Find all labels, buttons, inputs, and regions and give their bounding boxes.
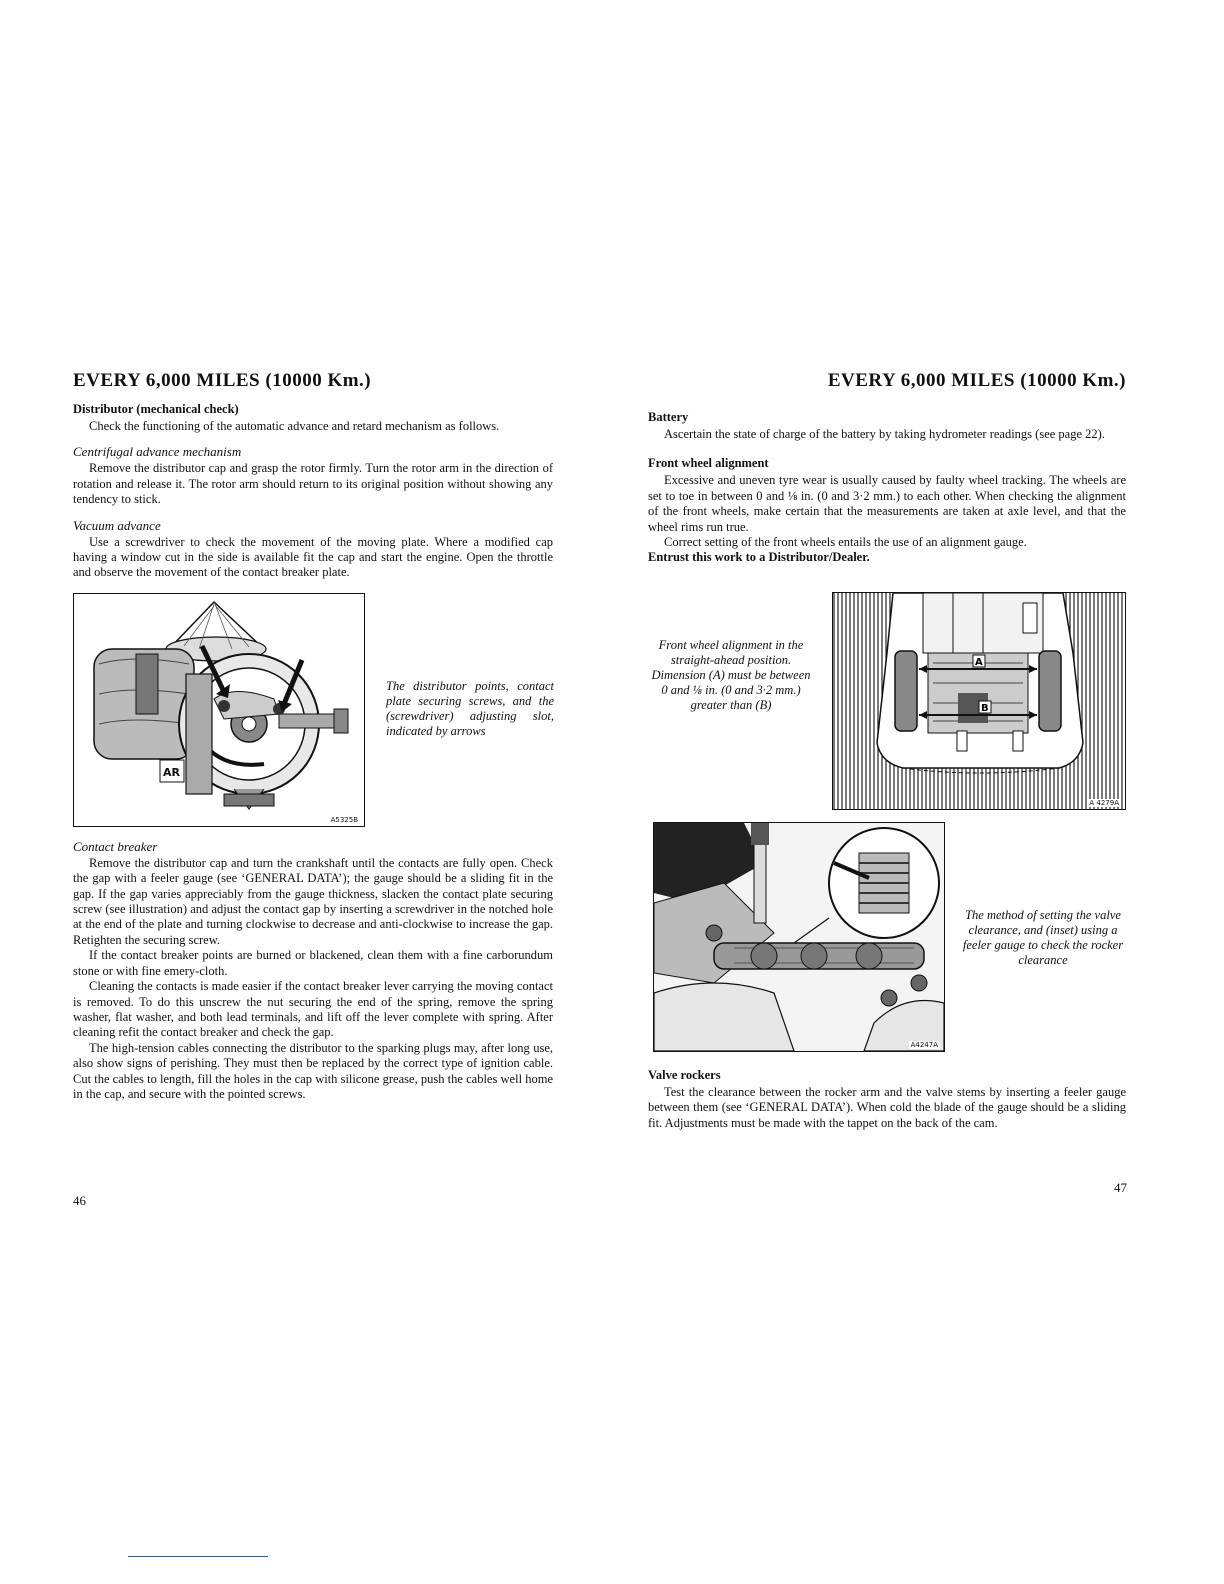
battery-title: Battery bbox=[648, 410, 689, 424]
vacuum-text: Use a screwdriver to check the movement of the moving plate. Where a modified cap having a window cut in the side is available fit the cap and start the engine. Open the throttle and observe the movement of the contact breaker plate. bbox=[73, 534, 553, 580]
vacuum-title: Vacuum advance bbox=[73, 517, 161, 533]
page-number-left: 46 bbox=[73, 1193, 86, 1208]
valve-clearance-illustration bbox=[653, 822, 945, 1052]
battery-text: Ascertain the state of charge of the battery by taking hydrometer readings (see page 22). bbox=[664, 427, 1105, 441]
front-wheel-title: Front wheel alignment bbox=[648, 456, 769, 471]
contact-breaker-paragraph: Cleaning the contacts is made easier if the contact breaker lever carrying the moving contact is removed. To do this unscrew the nut securing the end of the spring, remove the spring washer, flat washer, and both lead terminals, and lift off the lever complete with spring. After cleaning refit the contact breaker and check the gap. bbox=[73, 979, 553, 1040]
dimension-a-label: A bbox=[975, 656, 983, 668]
right-page bbox=[648, 370, 1126, 1131]
distributor-title: Distributor (mechanical check) bbox=[73, 402, 239, 416]
front-wheel-note: Entrust this work to a Distributor/Dealer. bbox=[648, 550, 870, 565]
distributor-drawing bbox=[74, 594, 364, 826]
valve-clearance-drawing bbox=[654, 823, 944, 1051]
figure-code: A 4279A bbox=[1089, 798, 1119, 807]
figure-code: A5325B bbox=[330, 815, 358, 824]
contact-breaker-paragraph: Remove the distributor cap and turn the crankshaft until the contacts are fully open. Check the gap with a feeler gauge (see ‘GENERAL DATA’); the gauge should be a sliding fit in the gap. If the gap varies appreciably from the gauge thickness, slacken the contact plate securing screw (see illustration) and adjust the contact gap by inserting a screwdriver in the notched hole at the end of the plate and turning clockwise to decrease and anti-clockwise to increase the gap. Retighten the securing screw. bbox=[73, 855, 553, 947]
valve-clearance-figure bbox=[648, 822, 1126, 1058]
page-heading: EVERY 6,000 MILES (10000 Km.) bbox=[73, 370, 372, 391]
dimension-b-label: B bbox=[981, 702, 989, 714]
front-wheel-text: Excessive and uneven tyre wear is usually caused by faulty wheel tracking. The wheels are set to toe in between 0 and ⅛ in. (0 and 3·2 mm.) to each other. When checking the alignment of the front wheels, make certain that the measurements are taken at axle level, and that the wheel rims run true. bbox=[648, 473, 1126, 534]
contact-breaker-paragraph: If the contact breaker points are burned or blackened, clean them with a fine carborundum stone or with fine emery-cloth. bbox=[73, 948, 553, 978]
distributor-figure bbox=[73, 593, 553, 829]
distributor-illustration bbox=[73, 593, 365, 827]
figure-code: A4247A bbox=[910, 1040, 938, 1049]
left-page bbox=[73, 370, 553, 1102]
wheel-alignment-illustration bbox=[832, 592, 1126, 810]
ar-label: AR bbox=[163, 765, 180, 779]
valve-rockers-text: Test the clearance between the rocker arm and the valve stems by inserting a feeler gauge between them (see ‘GENERAL DATA’). When cold the blade of the gauge should be a sliding fit. Adjustments must be made with the tappet on the back of the cam. bbox=[648, 1084, 1126, 1130]
contact-breaker-title: Contact breaker bbox=[73, 838, 158, 854]
distributor-intro: Check the functioning of the automatic advance and retard mechanism as follows. bbox=[89, 419, 500, 433]
wheel-alignment-caption: Front wheel alignment in the straight-ahead position. Dimension (A) must be between 0 and ⅛ in. (0 and 3·2 mm.) greater than (B) bbox=[651, 637, 811, 712]
valve-clearance-caption: The method of setting the valve clearance, and (inset) using a feeler gauge to check the rocker clearance bbox=[962, 907, 1124, 967]
distributor-caption: The distributor points, contact plate securing screws, and the (screwdriver) adjusting slot, indicated by arrows bbox=[386, 678, 554, 738]
wheel-alignment-drawing bbox=[833, 593, 1125, 809]
wheel-alignment-figure bbox=[648, 592, 1126, 812]
front-wheel-text: Correct setting of the front wheels entails the use of an alignment gauge. bbox=[664, 535, 1027, 550]
centrifugal-title: Centrifugal advance mechanism bbox=[73, 444, 242, 460]
link-underline bbox=[128, 1556, 268, 1557]
page-heading: EVERY 6,000 MILES (10000 Km.) bbox=[827, 370, 1126, 391]
page-number-right: 47 bbox=[1114, 1180, 1127, 1195]
contact-breaker-paragraph: The high-tension cables connecting the distributor to the sparking plugs may, after long use, also show signs of perishing. They must then be replaced by the correct type of ignition cable. Cut the cables to length, fill the holes in the cap with silicone grease, push the cables well home in the cap, and secure with the pointed screws. bbox=[73, 1040, 553, 1101]
valve-rockers-title: Valve rockers bbox=[648, 1067, 721, 1082]
centrifugal-text: Remove the distributor cap and grasp the rotor firmly. Turn the rotor arm in the direction of rotation and release it. The rotor arm should return to its original position without showing any tendency to stick. bbox=[73, 461, 553, 507]
